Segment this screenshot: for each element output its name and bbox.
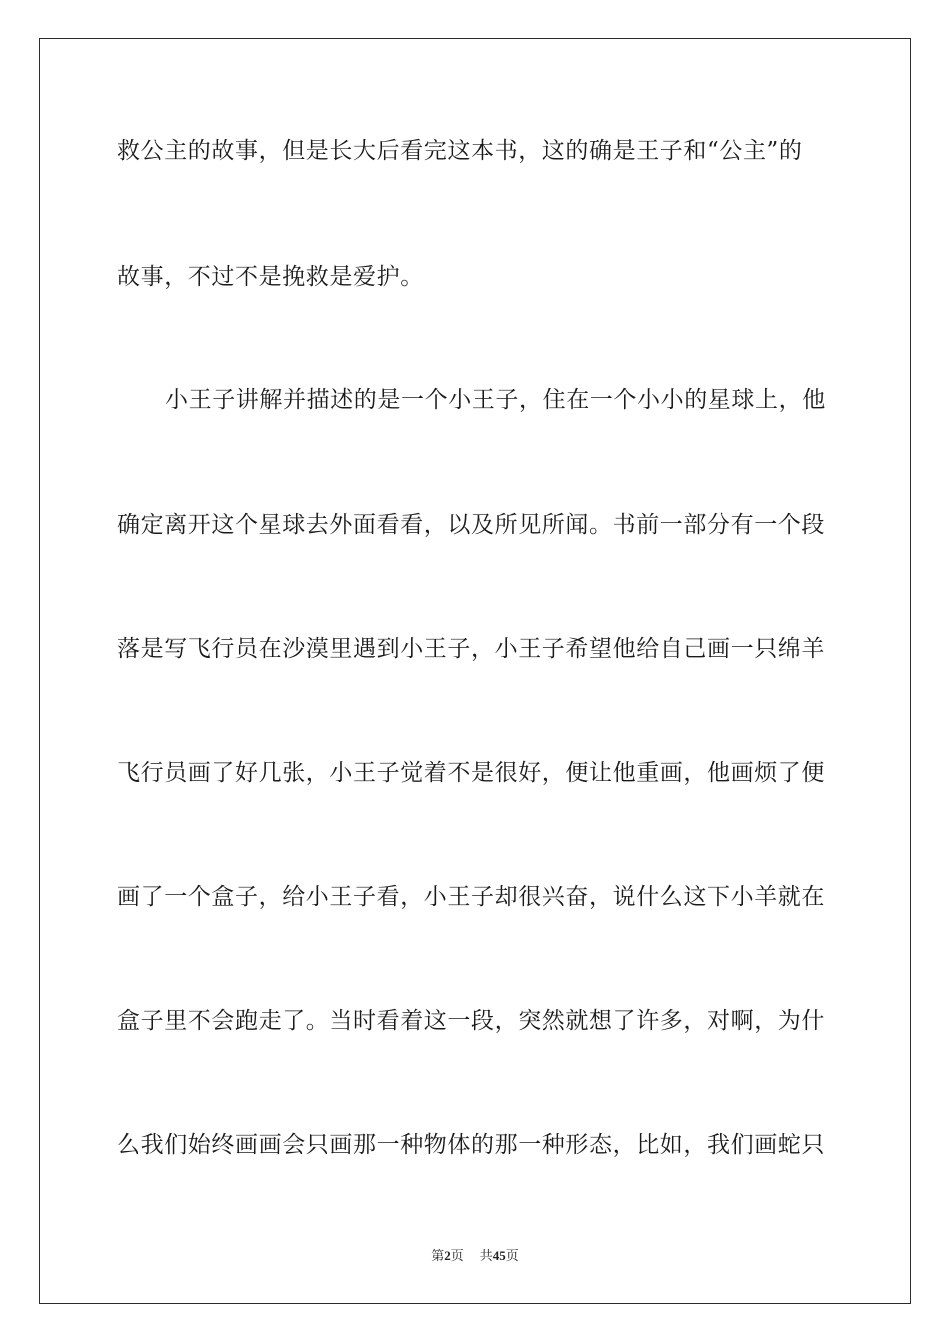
total-prefix: 共 xyxy=(479,1248,493,1263)
text-line-3: 小王子讲解并描述的是一个小王子，住在一个小小的星球上，他 xyxy=(165,387,826,413)
text-line-7: 画了一个盒子，给小王子看，小王子却很兴奋，说什么这下小羊就在 xyxy=(117,884,825,910)
text-line-5: 落是写飞行员在沙漠里遇到小王子，小王子希望他给自己画一只绵羊 xyxy=(117,636,825,662)
total-pages: 45 xyxy=(492,1248,506,1263)
page-border xyxy=(39,38,911,1304)
text-line-4: 确定离开这个星球去外面看看，以及所见所闻。书前一部分有一个段 xyxy=(117,512,825,538)
page-number: 2 xyxy=(444,1248,451,1263)
total-suffix: 页 xyxy=(505,1248,519,1263)
text-line-6: 飞行员画了好几张，小王子觉着不是很好，便让他重画，他画烦了便 xyxy=(117,760,825,786)
text-line-2: 故事，不过不是挽救是爱护。 xyxy=(117,264,424,290)
page-prefix: 第 xyxy=(431,1248,445,1263)
page-footer xyxy=(0,1247,950,1265)
text-line-1: 救公主的故事，但是长大后看完这本书，这的确是王子和“公主”的 xyxy=(117,138,803,164)
text-line-9: 么我们始终画画会只画那一种物体的那一种形态，比如，我们画蛇只 xyxy=(117,1132,825,1158)
page-suffix: 页 xyxy=(450,1248,464,1263)
text-line-8: 盒子里不会跑走了。当时看着这一段，突然就想了许多，对啊，为什 xyxy=(117,1008,825,1034)
